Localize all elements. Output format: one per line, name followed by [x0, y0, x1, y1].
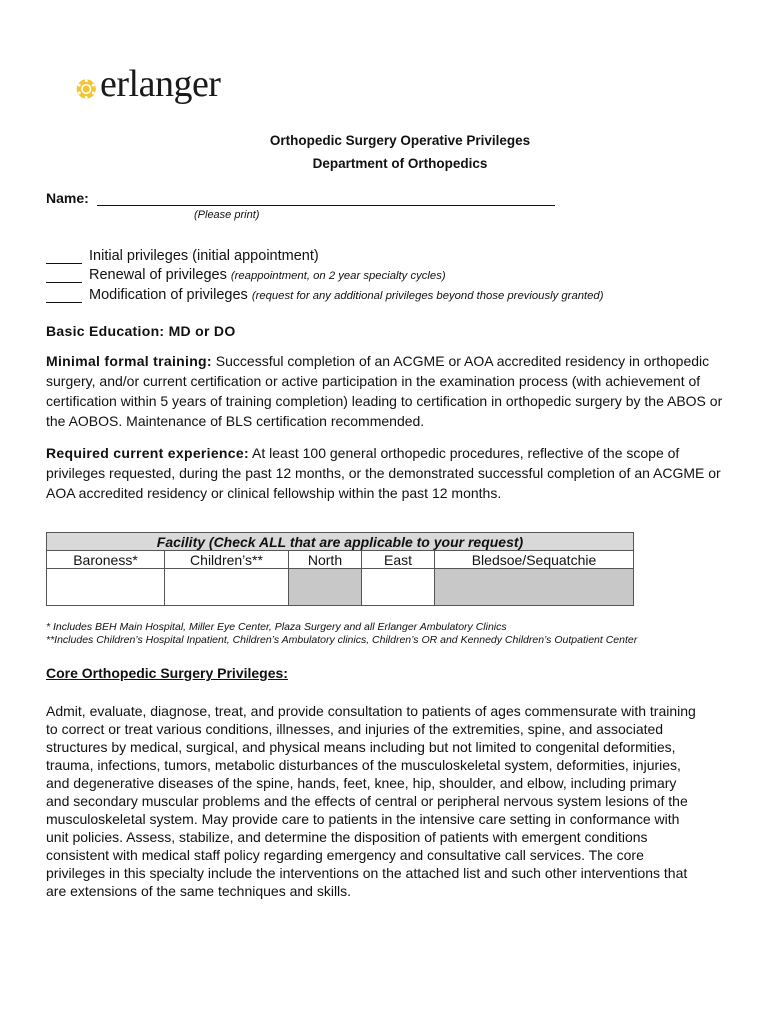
privilege-label: Modification of privileges: [89, 287, 248, 303]
facility-table-title: Facility (Check ALL that are applicable to your request): [47, 533, 634, 551]
footnote-childrens: **Includes Children’s Hospital Inpatient, Children’s Ambulatory clinics, Children’s OR and Kennedy Children’s Outpatient Center: [46, 634, 638, 646]
document-title: Orthopedic Surgery Operative Privileges: [269, 133, 531, 148]
minimal-training-label: Minimal formal training:: [46, 353, 212, 369]
core-privileges-heading: Core Orthopedic Surgery Privileges:: [46, 665, 288, 681]
facility-check-baroness[interactable]: [47, 569, 165, 606]
privilege-option-modification[interactable]: [46, 287, 603, 303]
department-title: Department of Orthopedics: [312, 156, 488, 171]
facility-check-childrens[interactable]: [165, 569, 289, 606]
facility-table: [46, 532, 634, 606]
checkbox-blank[interactable]: [46, 270, 82, 283]
footnote-baroness: * Includes BEH Main Hospital, Miller Eye Center, Plaza Surgery and all Erlanger Ambulatory Clinics: [46, 621, 507, 633]
checkbox-blank[interactable]: [46, 290, 82, 303]
facility-column-childrens: Children’s**: [165, 551, 289, 569]
logo-text: erlanger: [100, 63, 221, 105]
name-label: Name:: [46, 190, 89, 206]
core-privileges-text: Admit, evaluate, diagnose, treat, and provide consultation to patients of ages commensurate with training to correct or treat various conditions, illnesses, and injuries of the extremities, spine, and associated structures by medical, surgical, and physical means including but not limited to congenital deformities, trauma, infections, tumors, metabolic disturbances of the musculoskeletal system, deformities, injuries, and degenerative diseases of the spine, hands, feet, knee, hip, shoulder, and elbow, including primary and secondary muscular problems and the effects of central or peripheral nervous system lesions of the musculoskeletal system. May provide care to patients in the intensive care setting in conformance with unit policies. Assess, stabilize, and determine the disposition of patients with emergent conditions consistent with medical staff policy regarding emergency and consultative call services. The core privileges in this specialty include the interventions on the attached list and such other interventions that are extensions of the same techniques and skills.: [46, 703, 696, 899]
facility-check-north-disabled: [289, 569, 362, 606]
facility-column-east: East: [362, 551, 435, 569]
name-hint: (Please print): [194, 209, 260, 221]
facility-column-north: North: [289, 551, 362, 569]
required-experience-text: At least 100 general orthopedic procedures, reflective of the scope of privileges requested, during the past 12 months, or the demonstrated successful completion of an ACGME or AOA accredited residency or clinical fellowship within the past 12 months.: [46, 445, 721, 501]
facility-check-bledsoe-disabled: [435, 569, 634, 606]
basic-education: Basic Education: MD or DO: [46, 323, 236, 339]
minimal-training: [46, 351, 736, 431]
facility-column-bledsoe: Bledsoe/Sequatchie: [435, 551, 634, 569]
checkbox-blank[interactable]: [46, 251, 82, 264]
privilege-option-initial[interactable]: [46, 248, 319, 264]
facility-column-baroness: Baroness*: [47, 551, 165, 569]
facility-check-east[interactable]: [362, 569, 435, 606]
name-field[interactable]: [46, 190, 555, 206]
name-input-line[interactable]: [97, 191, 555, 206]
required-experience-label: Required current experience:: [46, 445, 249, 461]
privilege-note: (reappointment, on 2 year specialty cycles): [230, 270, 446, 282]
privilege-label: Renewal of privileges: [89, 267, 227, 283]
privilege-label: Initial privileges (initial appointment): [89, 248, 319, 264]
privilege-note: (request for any additional privileges beyond those previously granted): [251, 290, 604, 302]
minimal-training-text: Successful completion of an ACGME or AOA accredited residency in orthopedic surgery, and/or current certification or active participation in the examination process (with achievement of certification within 5 years of training completion) leading to certification in orthopedic surgery by the ABOS or the AOBOS. Maintenance of BLS certification recommended.: [46, 353, 723, 429]
privilege-option-renewal[interactable]: [46, 267, 446, 283]
required-experience: [46, 443, 736, 503]
